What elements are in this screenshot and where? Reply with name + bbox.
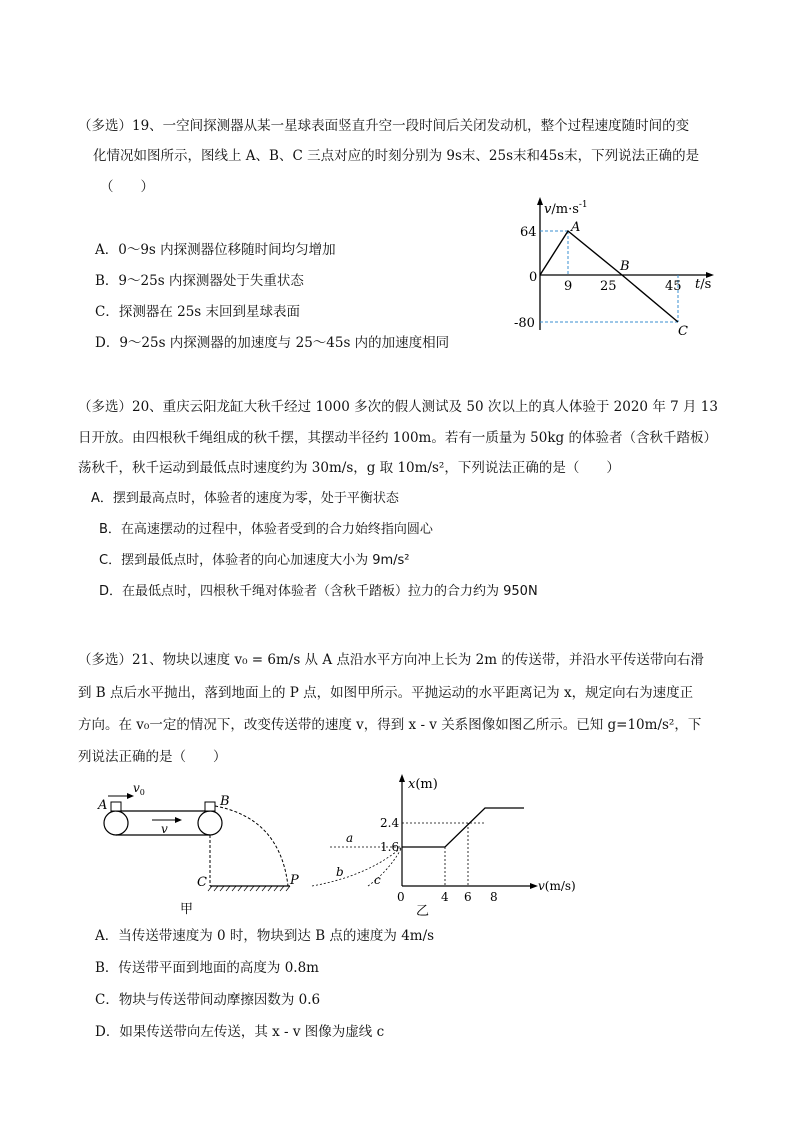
conveyor-left-wheel	[104, 811, 128, 835]
fig-yi-tick-24: 2.4	[380, 816, 400, 830]
fig-jia-label-v0: $v_0$	[133, 781, 145, 797]
block-at-a	[111, 802, 121, 811]
q19-ylabel: $v/m\cdot s^{-1}$	[544, 200, 588, 217]
fig-yi-tick-0: 0	[397, 890, 405, 904]
q20-line-3: 荡秋千，秋千运动到最低点时速度约为 30m/s，g 取 10m/s²，下列说法正确的是（ ）	[78, 460, 620, 476]
fig-yi-x-axis-arrow	[530, 883, 538, 889]
q19-origin: 0	[529, 270, 538, 285]
fig-yi-tick-4: 4	[441, 890, 449, 904]
q19-y-axis-arrow	[537, 197, 543, 205]
q19-option-d: D．9～25s 内探测器的加速度与 25～45s 内的加速度相同	[95, 335, 450, 351]
fig-jia-label-p: P	[290, 873, 299, 888]
q19-line-2: 化情况如图所示，图线上 A、B、C 三点对应的时刻分别为 9s末、25s末和45s末，下列说法正确的是	[93, 148, 700, 164]
q19-vt-line	[540, 231, 678, 322]
q21-option-b: B．传送带平面到地面的高度为 0.8m	[95, 960, 319, 976]
conveyor-right-wheel	[198, 811, 222, 835]
q21-line-3: 方向。在 v₀一定的情况下，改变传送带的速度 v，得到 x - v 关系图像如图乙所示。已知 g=10m/s²，下	[78, 717, 702, 733]
block-at-b	[205, 802, 215, 811]
q21-option-c: C．物块与传送带间动摩擦因数为 0.6	[95, 992, 321, 1008]
fig-yi-tick-16: 1.6	[380, 840, 400, 854]
q20-option-b: B．在高速摆动的过程中，体验者受到的合力始终指向圆心	[99, 522, 433, 537]
q19-vt-graph	[510, 195, 730, 340]
q19-tick-64: 64	[520, 225, 537, 240]
fig-jia-label-a: A	[98, 798, 108, 813]
fig-yi-xv-line	[402, 808, 524, 847]
q19-label-b: B	[620, 259, 630, 274]
q19-xlabel: t/s	[695, 277, 712, 292]
q19-tick-9: 9	[564, 279, 573, 294]
fig-jia-label-b: B	[220, 794, 230, 809]
projectile-trajectory	[215, 806, 288, 886]
fig-yi-tick-8: 8	[490, 890, 498, 904]
q19-option-c: C．探测器在 25s 末回到星球表面	[95, 304, 301, 320]
q21-option-d: D．如果传送带向左传送，其 x - v 图像为虚线 c	[95, 1024, 385, 1040]
q20-line-1: （多选）20、重庆云阳龙缸大秋千经过 1000 多次的假人测试及 50 次以上的真人体验于 2020 年 7 月 13	[78, 399, 718, 415]
q21-line-4: 列说法正确的是（ ）	[78, 749, 227, 765]
fig-yi-caption: 乙	[416, 904, 430, 919]
fig-yi-xlabel: v(m/s)	[538, 879, 576, 893]
q19-line-3: （ ）	[100, 179, 154, 195]
q21-fig-jia	[90, 778, 315, 918]
fig-yi-label-b: b	[336, 865, 344, 879]
q19-option-b: B．9～25s 内探测器处于失重状态	[95, 273, 304, 289]
fig-yi-label-a: a	[346, 831, 354, 845]
fig-jia-label-c: C	[197, 875, 207, 890]
q20-option-c: C．摆到最低点时，体验者的向心加速度大小为 9m/s²	[99, 553, 410, 568]
q21-fig-yi	[308, 770, 598, 920]
q20-option-a: A．摆到最高点时，体验者的速度为零，处于平衡状态	[91, 491, 399, 506]
q21-line-2: 到 B 点后水平抛出，落到地面上的 P 点，如图甲所示。平抛运动的水平距离记为 x，规定向右为速度正	[78, 685, 694, 701]
fig-jia-label-v: v	[161, 822, 168, 836]
fig-yi-label-c: c	[374, 873, 381, 887]
q21-option-a: A．当传送带速度为 0 时，物块到达 B 点的速度为 4m/s	[95, 928, 435, 944]
fig-jia-caption: 甲	[180, 902, 194, 917]
q19-option-a: A．0～9s 内探测器位移随时间均匀增加	[95, 242, 336, 258]
q19-tick-45: 45	[665, 279, 682, 294]
q19-tick-neg80: -80	[514, 316, 535, 331]
q19-label-a: A	[571, 220, 581, 235]
q19-tick-25: 25	[600, 279, 617, 294]
q20-option-d: D．在最低点时，四根秋千绳对体验者（含秋千踏板）拉力的合力约为 950N	[99, 584, 538, 599]
q19-label-c: C	[678, 324, 688, 339]
v-arrow-head	[175, 817, 182, 823]
fig-yi-tick-6: 6	[464, 890, 472, 904]
q21-line-1: （多选）21、物块以速度 v₀ = 6m/s 从 A 点沿水平方向冲上长为 2m 的传送带，并沿水平传送带向右滑	[78, 652, 704, 668]
q20-line-2: 日开放。由四根秋千绳组成的秋千摆，其摆动半径约 100m。若有一质量为 50kg 的体验者（含秋千踏板）	[78, 430, 717, 446]
fig-yi-ylabel: x(m)	[408, 777, 438, 792]
fig-yi-y-axis-arrow	[399, 774, 405, 782]
ground-hatching	[208, 886, 290, 891]
q19-line-1: （多选）19、一空间探测器从某一星球表面竖直升空一段时间后关闭发动机，整个过程速度随时间的变	[78, 118, 690, 134]
